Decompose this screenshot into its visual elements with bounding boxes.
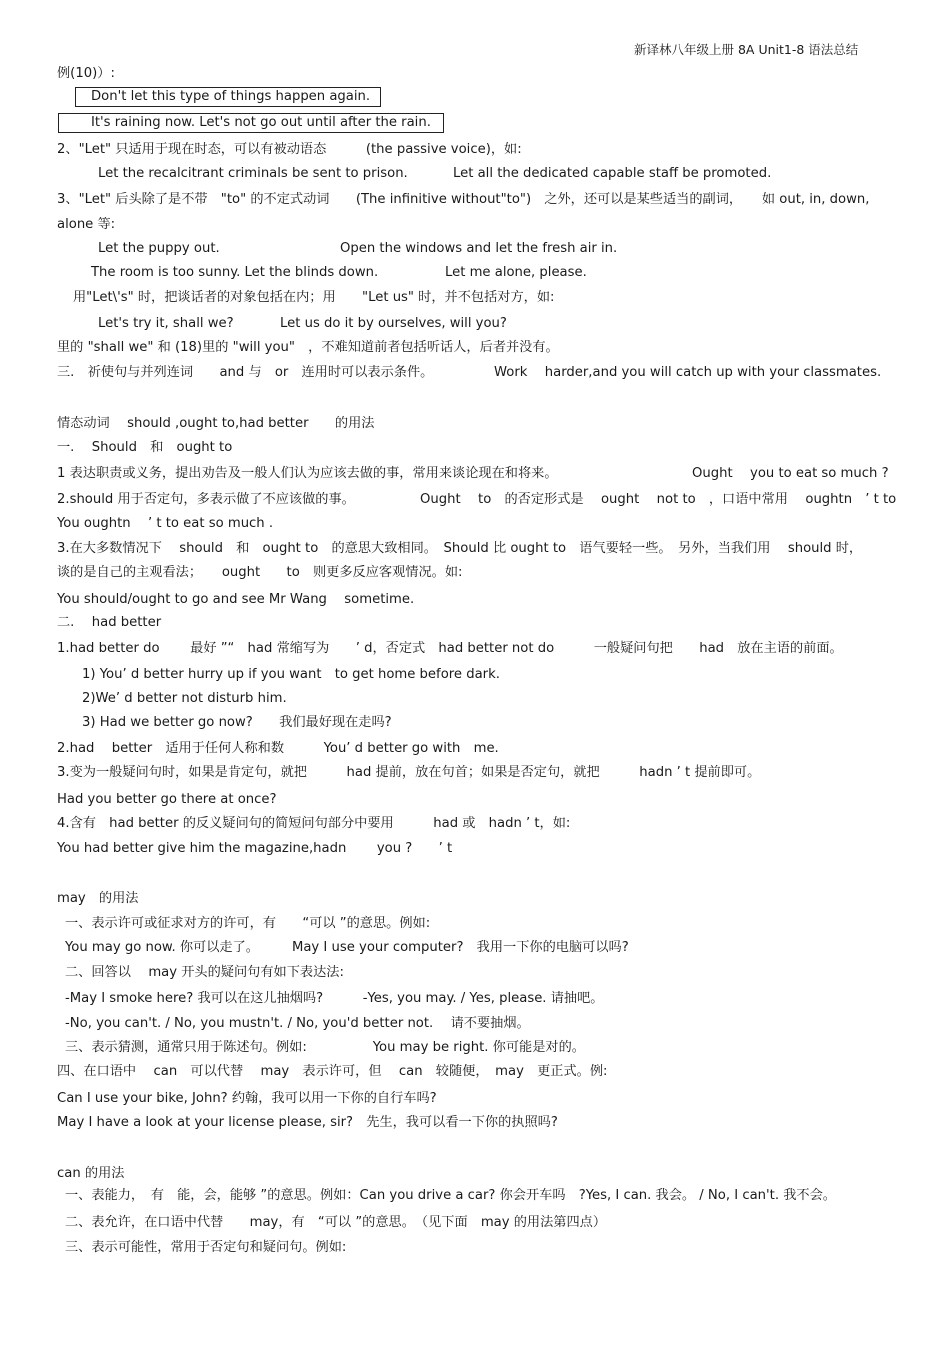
text-line: 1 表达职责或义务，提出劝告及一般人们认为应该去做的事，常用来谈论现在和将来。: [57, 466, 558, 481]
text-line: 二、回答以 may 开头的疑问句有如下表达法:: [65, 965, 344, 980]
text-line: 三、表示猜测，通常只用于陈述句。例如: You may be right. 你可能是对的。: [65, 1040, 585, 1055]
text-line: 3.在大多数情况下 should 和 ought to 的意思大致相同。 Should 比 ought to 语气要轻一些。 另外，当我们用 should 时，: [57, 541, 863, 556]
text-line: 一、表示许可或征求对方的许可，有 “可以 ”的意思。例如:: [65, 916, 431, 931]
example-sentence: It's raining now. Let's not go out until after the rain.: [91, 115, 431, 130]
example-sentence: Let us do it by ourselves, will you?: [280, 316, 507, 331]
text-line: 2.should 用于否定句，多表示做了不应该做的事。: [57, 492, 355, 507]
example-sentence: Can I use your bike, John? 约翰，我可以用一下你的自行车吗?: [57, 1091, 437, 1106]
section-title: may 的用法: [57, 891, 139, 906]
section-title: 情态动词 should ,ought to,had better 的用法: [57, 416, 375, 431]
text-line: 二、表允许，在口语中代替 may，有 “可以 ”的意思。 （见下面 may 的用法第四点）: [65, 1215, 607, 1230]
text-line: 3.变为一般疑问句时，如果是肯定句，就把 had 提前，放在句首；如果是否定句，就把 hadn ’ t 提前即可。: [57, 765, 761, 780]
example-box: [58, 113, 444, 133]
section-heading: 一. Should 和 ought to: [57, 440, 233, 455]
section-title: can 的用法: [57, 1166, 125, 1181]
example-sentence: The room is too sunny. Let the blinds down.: [91, 265, 379, 280]
example-sentence: 1) You’ d better hurry up if you want to get home before dark.: [82, 667, 500, 682]
text-line: 4.含有 had better 的反义疑问句的简短问句部分中要用 had 或 hadn ’ t，如:: [57, 816, 571, 831]
example-sentence: You had better give him the magazine,hadn you ? ’ t: [57, 841, 453, 856]
example-sentence: Let all the dedicated capable staff be promoted.: [453, 166, 772, 181]
example-sentence: Had you better go there at once?: [57, 792, 277, 807]
section-heading: 二. had better: [57, 615, 162, 630]
text-line: 例(10)）:: [57, 66, 115, 81]
text-line: Ought to 的否定形式是 ought not to ，口语中常用 oughtn ’ t to: [420, 492, 897, 507]
example-sentence: You may go now. 你可以走了。 May I use your computer? 我用一下你的电脑可以吗?: [65, 940, 629, 955]
example-sentence: You oughtn ’ t to eat so much .: [57, 516, 274, 531]
text-line: 三、表示可能性，常用于否定句和疑问句。例如:: [65, 1240, 347, 1255]
example-sentence: 3) Had we better go now? 我们最好现在走吗?: [82, 715, 392, 730]
example-box: [75, 87, 381, 107]
text-line: 谈的是自己的主观看法； ought to 则更多反应客观情况。如:: [57, 565, 463, 580]
example-sentence: -No, you can't. / No, you mustn't. / No, you'd better not. 请不要抽烟。: [65, 1016, 530, 1031]
text-line: 四、在口语中 can 可以代替 may 表示许可，但 can 较随便， may 更正式。例:: [57, 1064, 608, 1079]
text-line: 3、"Let" 后头除了是不带 "to" 的不定式动词 (The infinitive without"to") 之外，还可以是某些适当的副词， 如 out, in, down,: [57, 192, 870, 207]
text-line: 1.had better do 最好 ”“ had 常缩写为 ’ d，否定式 had better not do 一般疑问句把 had 放在主语的前面。: [57, 641, 843, 656]
text-line: 用"Let\'s" 时，把谈话者的对象包括在内；用 "Let us" 时，并不包括对方，如:: [73, 290, 555, 305]
text-line: 一、表能力， 有 能，会，能够 ”的意思。例如：Can you drive a car? 你会开车吗 ?Yes, I can. 我会。 / No, I can't. 我不会。: [65, 1188, 836, 1203]
example-sentence: -May I smoke here? 我可以在这儿抽烟吗? -Yes, you may. / Yes, please. 请抽吧。: [65, 991, 604, 1006]
example-sentence: Don't let this type of things happen again.: [91, 89, 371, 104]
page-header: 新译林八年级上册 8A Unit1-8 语法总结: [634, 42, 859, 57]
text-line: 2.had better 适用于任何人称和数 You’ d better go with me.: [57, 741, 499, 756]
example-sentence: Work harder,and you will catch up with your classmates.: [494, 365, 882, 380]
text-line: 里的 "shall we" 和 (18)里的 "will you" ，不难知道前者包括听话人，后者并没有。: [57, 340, 559, 355]
text-line: alone 等:: [57, 217, 116, 232]
example-sentence: Ought you to eat so much ?: [692, 466, 889, 481]
example-sentence: Let the puppy out.: [98, 241, 220, 256]
example-sentence: 2)We’ d better not disturb him.: [82, 691, 287, 706]
example-sentence: You should/ought to go and see Mr Wang sometime.: [57, 592, 415, 607]
example-sentence: Let's try it, shall we?: [98, 316, 234, 331]
example-sentence: Open the windows and let the fresh air in.: [340, 241, 618, 256]
text-line: 2、"Let" 只适用于现在时态，可以有被动语态 (the passive voice)，如:: [57, 142, 522, 157]
example-sentence: Let the recalcitrant criminals be sent to prison.: [98, 166, 408, 181]
example-sentence: Let me alone, please.: [445, 265, 587, 280]
example-sentence: May I have a look at your license please, sir? 先生，我可以看一下你的执照吗?: [57, 1115, 558, 1130]
section-heading: 三. 祈使句与并列连词 and 与 or 连用时可以表示条件。: [57, 365, 434, 380]
